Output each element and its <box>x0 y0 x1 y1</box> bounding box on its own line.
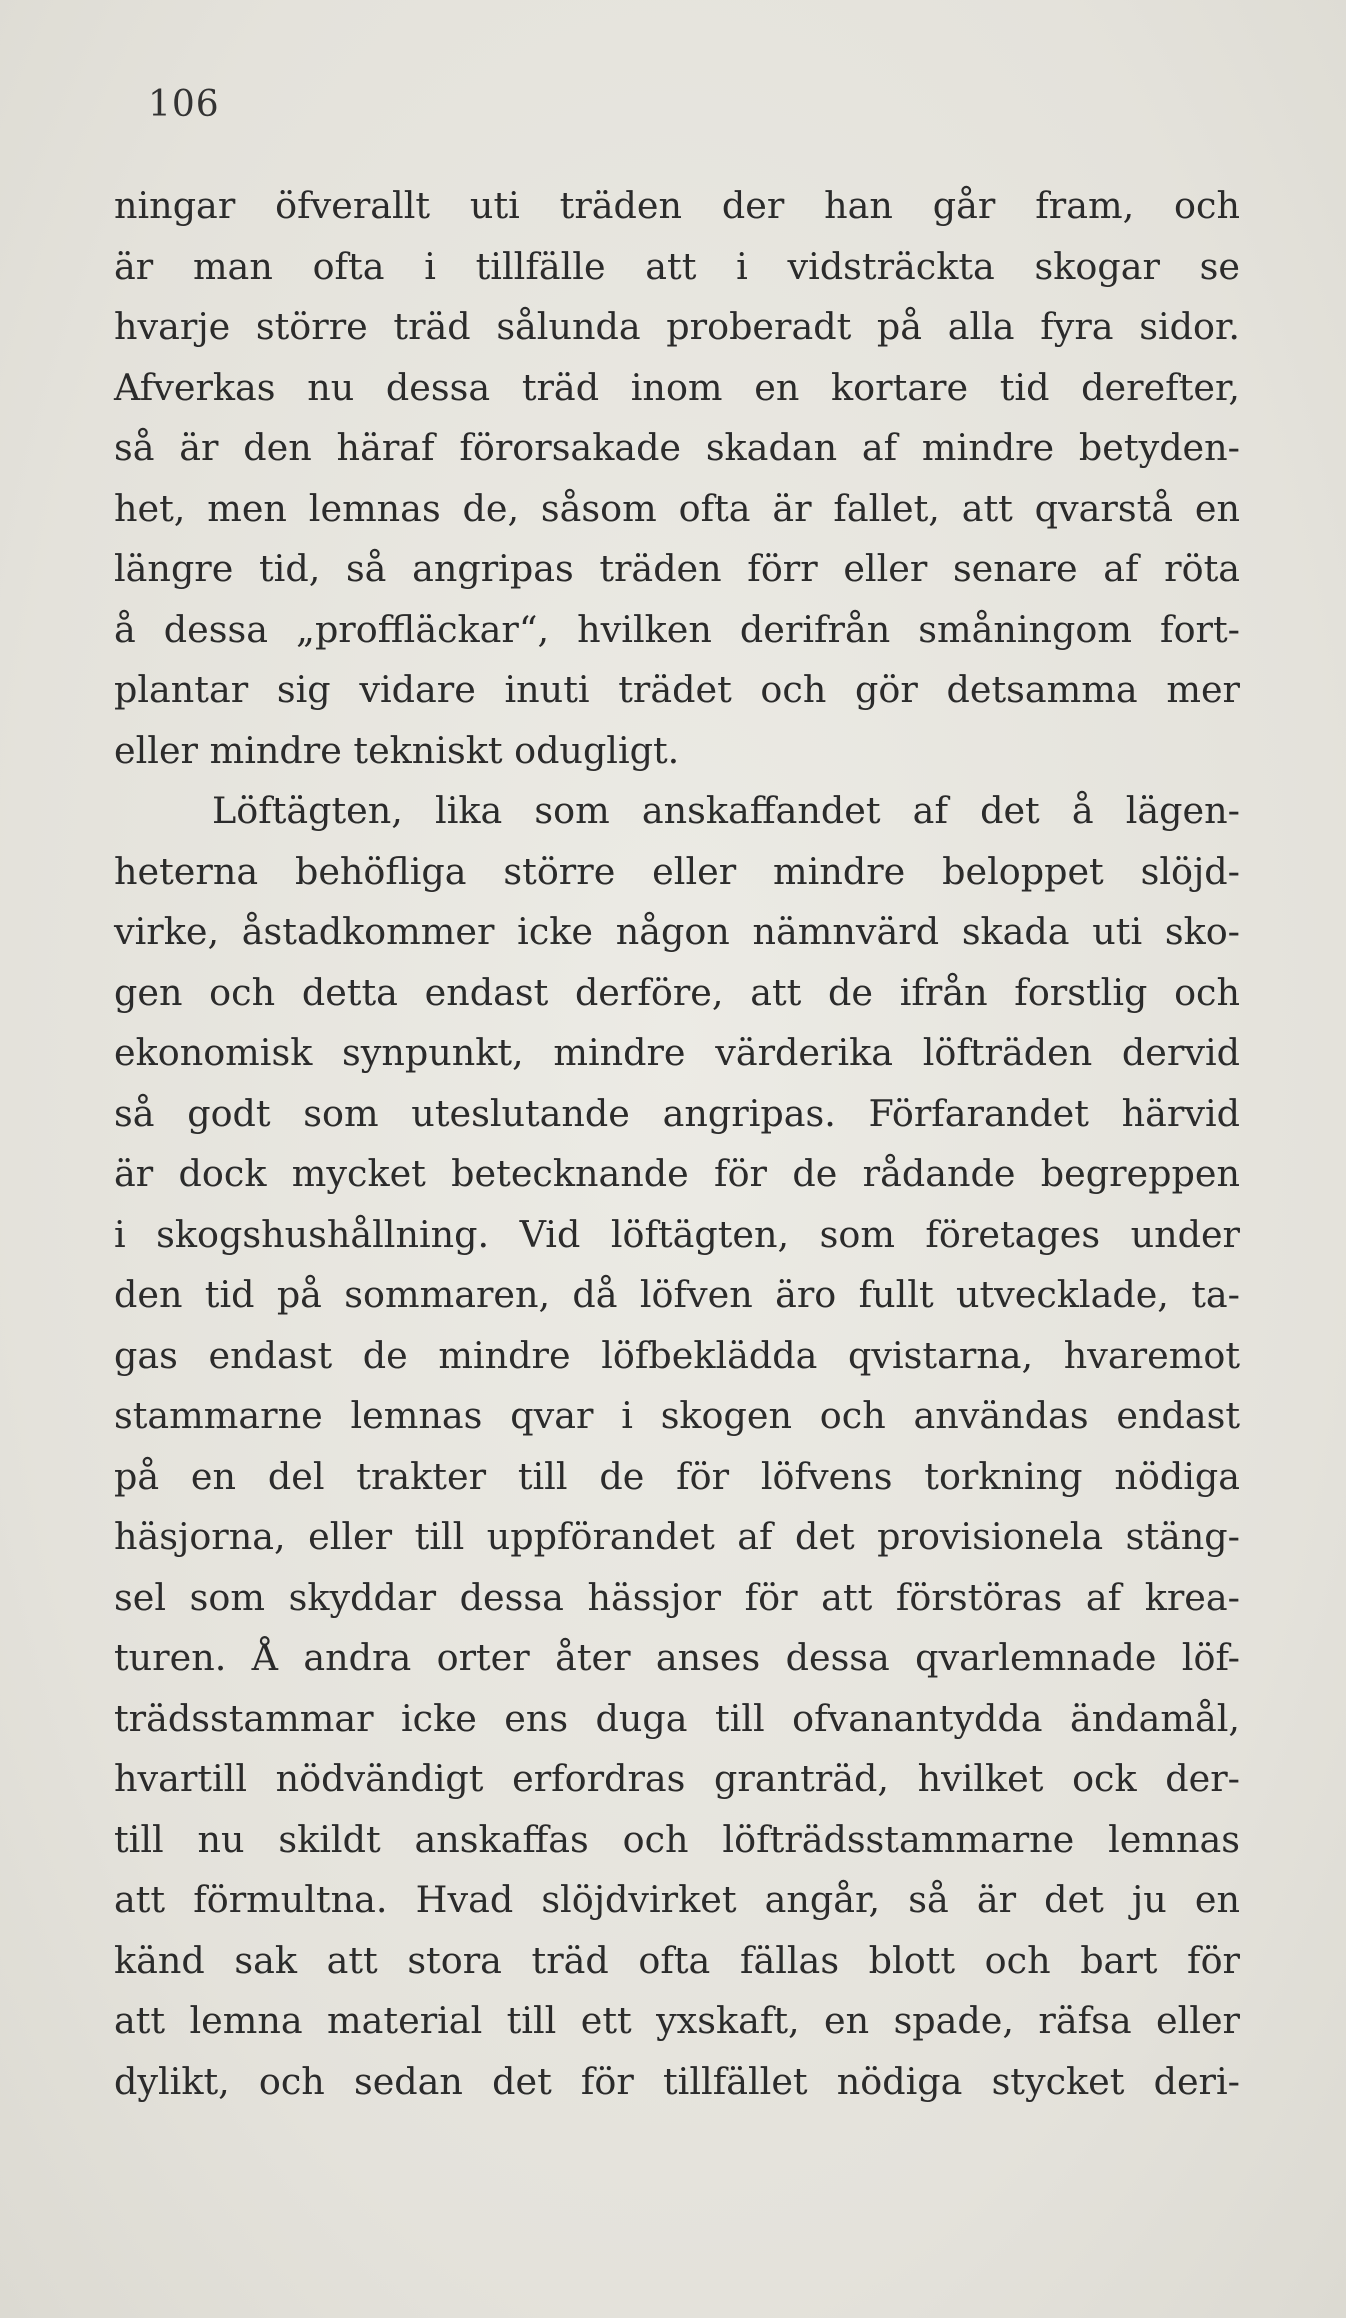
text-line: turen. Å andra orter åter anses dessa qvarlemnade löf- <box>114 1636 1240 1679</box>
text-line: häsjorna, eller till uppförandet af det provisionela stäng- <box>114 1515 1240 1558</box>
text-line: het, men lemnas de, såsom ofta är fallet, att qvarstå en <box>114 486 1240 530</box>
page-number: 106 <box>148 84 220 125</box>
text-line: är dock mycket betecknande för de rådande begreppen <box>114 1152 1240 1195</box>
text-line: stammarne lemnas qvar i skogen och användas endast <box>114 1394 1240 1437</box>
text-line: gen och detta endast derföre, att de ifrån forstlig och <box>114 970 1240 1014</box>
text-line: att lemna material till ett yxskaft, en spade, räfsa eller <box>114 1999 1240 2042</box>
text-line: gas endast de mindre löfbeklädda qvistarna, hvaremot <box>114 1333 1240 1377</box>
text-line: är man ofta i tillfälle att i vidsträckta skogar se <box>114 244 1240 288</box>
text-line: på en del trakter till de för löfvens torkning nödiga <box>114 1454 1240 1498</box>
text-line: å dessa „proffläckar“, hvilken derifrån småningom fort- <box>114 607 1240 651</box>
body-text <box>114 176 1240 2112</box>
text-line: eller mindre tekniskt odugligt. <box>114 728 680 772</box>
text-line: dylikt, och sedan det för tillfället nödiga stycket deri- <box>114 2059 1240 2103</box>
text-line: känd sak att stora träd ofta fällas blott och bart för <box>114 1938 1240 1982</box>
text-line: trädsstammar icke ens duga till ofvanantydda ändamål, <box>114 1696 1240 1740</box>
text-line: längre tid, så angripas träden förr eller senare af röta <box>114 547 1240 590</box>
text-line: plantar sig vidare inuti trädet och gör detsamma mer <box>114 668 1240 711</box>
text-line: hvarje större träd sålunda proberadt på alla fyra sidor. <box>114 305 1240 348</box>
text-line: Löftägten, lika som anskaffandet af det å lägen- <box>212 789 1240 832</box>
text-line: hvartill nödvändigt erfordras granträd, hvilket ock der- <box>114 1757 1240 1800</box>
text-line: i skogshushållning. Vid löftägten, som företages under <box>114 1212 1240 1256</box>
text-line: så godt som uteslutande angripas. Förfarandet härvid <box>114 1091 1240 1135</box>
text-line: Afverkas nu dessa träd inom en kortare tid derefter, <box>114 365 1240 409</box>
text-line: till nu skildt anskaffas och löfträdsstammarne lemnas <box>114 1817 1240 1861</box>
text-line: ningar öfverallt uti träden der han går fram, och <box>114 184 1240 227</box>
text-line: den tid på sommaren, då löfven äro fullt utvecklade, ta- <box>114 1273 1240 1316</box>
text-line: sel som skyddar dessa hässjor för att förstöras af krea- <box>114 1575 1240 1619</box>
text-line: virke, åstadkommer icke någon nämnvärd skada uti sko- <box>114 910 1240 953</box>
text-line: att förmultna. Hvad slöjdvirket angår, så är det ju en <box>114 1878 1240 1921</box>
text-line: så är den häraf förorsakade skadan af mindre betyden- <box>114 426 1240 469</box>
text-line: heterna behöfliga större eller mindre beloppet slöjd- <box>114 849 1240 893</box>
text-line: ekonomisk synpunkt, mindre värderika löfträden dervid <box>114 1031 1240 1074</box>
